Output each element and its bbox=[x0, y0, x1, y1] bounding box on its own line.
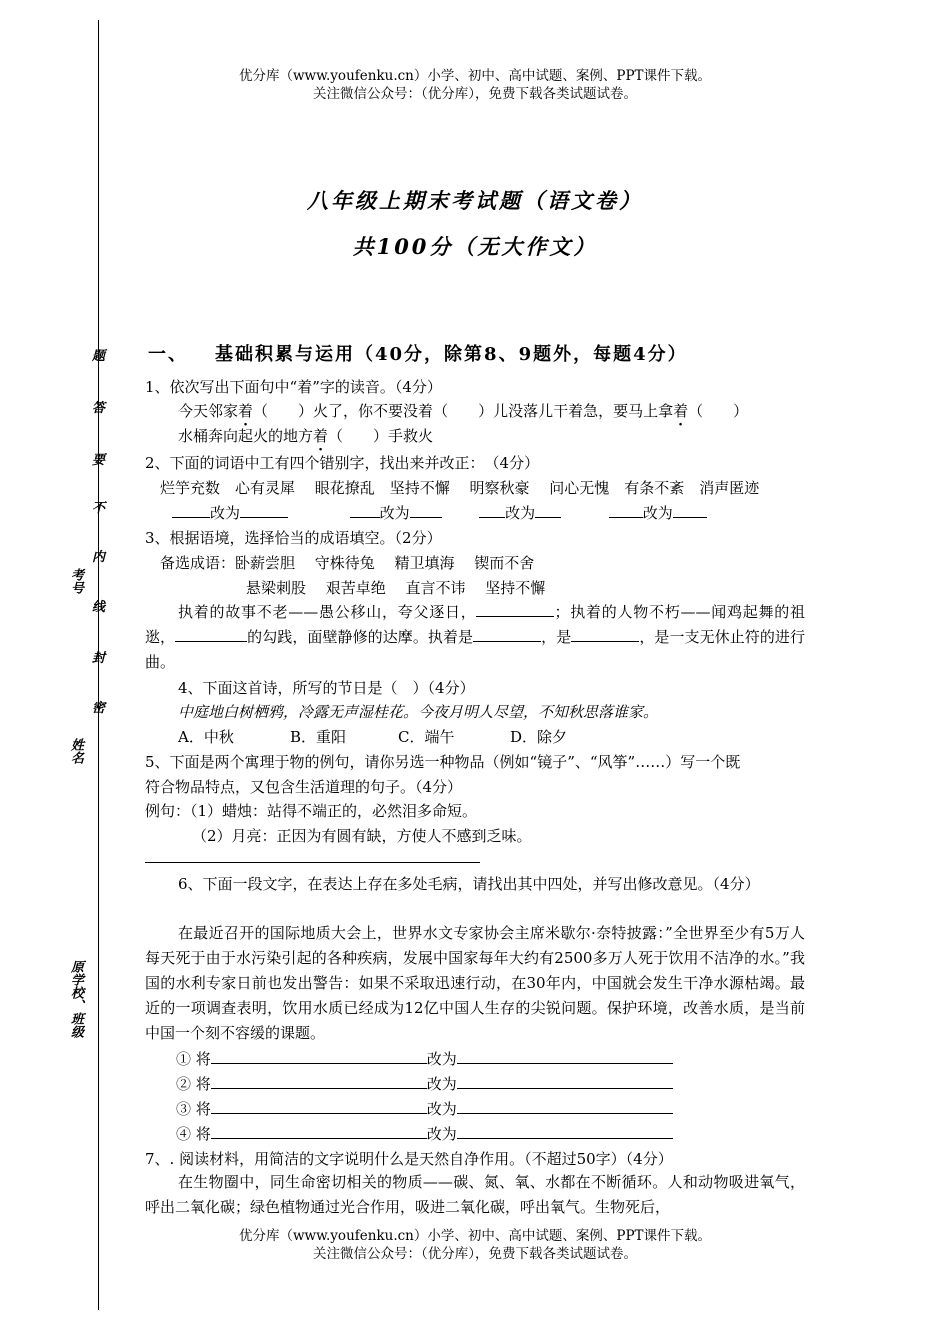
q7-passage: 在生物圈中，同生命密切相关的物质——碳、氮、氧、水都在不断循环。人和动物吸进氧气，呼出二氧化碳；绿色植物通过光合作用，吸进二氧化碳，呼出氧气。生物死后， bbox=[145, 1173, 805, 1216]
q6-item-1: ① 将 改为 bbox=[176, 1048, 673, 1069]
q3-stem: 3、根据语境，选择恰当的成语填空。（2分） bbox=[145, 529, 442, 547]
answer-blank[interactable] bbox=[571, 628, 639, 642]
xingming-label: 姓名 bbox=[68, 738, 83, 764]
q4-option-d: D．除夕 bbox=[510, 728, 568, 746]
q4-option-a: A．中秋 bbox=[178, 728, 234, 746]
header-line-1: 优分库（www.youfenku.cn）小学、初中、高中试题、案例、PPT课件下载。 bbox=[238, 68, 712, 84]
q3-passage: 执着的故事不老——愚公移山，夸父逐日， ；执着的人物不朽——闻鸡起舞的祖逖， 的勾践，面壁静修的达摩。执着是 ，是 ，是一支无休止符的进行曲。 bbox=[145, 603, 805, 671]
binding-char-7: 封 bbox=[92, 651, 106, 666]
binding-char-3: 要 bbox=[92, 453, 106, 468]
q6-item-2: ② 将 改为 bbox=[176, 1073, 673, 1094]
section-1-number: 一、 bbox=[148, 344, 188, 365]
answer-blank[interactable] bbox=[457, 1075, 673, 1089]
q5-answer-line[interactable] bbox=[145, 862, 480, 863]
answer-blank[interactable] bbox=[211, 1050, 427, 1064]
q2-words: 烂竽充数 心有灵犀 眼花撩乱 坚持不懈 明察秋豪 问心无愧 有条不紊 消声匿迹 bbox=[160, 479, 760, 497]
q5-stem-1: 5、下面是两个寓理于物的例句，请你另选一种物品（例如“镜子”、“风筝”……）写一个既 bbox=[145, 753, 741, 771]
q4-poem: 中庭地白树栖鸦，冷露无声湿桂花。今夜月明人尽望，不知秋思落谁家。 bbox=[178, 703, 659, 721]
q6-item-4: ④ 将 改为 bbox=[176, 1123, 673, 1144]
answer-blank[interactable] bbox=[609, 504, 643, 518]
answer-blank[interactable] bbox=[479, 504, 505, 518]
answer-blank[interactable] bbox=[211, 1100, 427, 1114]
page-subtitle: 共100分（无大作文） bbox=[352, 234, 598, 259]
q5-example-2: （2）月亮：正因为有圆有缺，方使人不感到乏味。 bbox=[192, 827, 532, 845]
binding-char-8: 密 bbox=[92, 701, 106, 716]
header-line-2: 关注微信公众号：（优分库），免费下载各类试题试卷。 bbox=[313, 86, 637, 102]
binding-char-4: 不 bbox=[92, 501, 106, 516]
binding-char-6: 线 bbox=[92, 600, 106, 615]
q7-stem: 7、. 阅读材料，用简洁的文字说明什么是天然自净作用。（不超过50字）（4分） bbox=[145, 1150, 673, 1168]
answer-blank[interactable] bbox=[410, 504, 442, 518]
answer-blank[interactable] bbox=[473, 628, 541, 642]
q6-stem: 6、下面一段文字，在表达上存在多处毛病，请找出其中四处，并写出修改意见。（4分） bbox=[178, 875, 760, 893]
kaohao-label: 考号 bbox=[68, 568, 83, 594]
answer-blank[interactable] bbox=[350, 504, 380, 518]
q1-line-1: 今天邻家着（ ）火了，你不要没着（ ）儿没落儿干着急，要马上拿着（ ） bbox=[178, 402, 749, 420]
q1-line-2: 水桶奔向起火的地方着（ ）手救火 bbox=[178, 427, 434, 445]
answer-blank[interactable] bbox=[457, 1050, 673, 1064]
q5-stem-2: 符合物品特点，又包含生活道理的句子。（4分） bbox=[145, 778, 463, 796]
q1-stem: 1、依次写出下面句中“着”字的读音。（4分） bbox=[145, 378, 442, 396]
q5-example-1: 例句：（1）蜡烛：站得不端正的，必然泪多命短。 bbox=[145, 802, 478, 820]
footer-line-2: 关注微信公众号：（优分库），免费下载各类试题试卷。 bbox=[313, 1246, 637, 1262]
answer-blank[interactable] bbox=[535, 504, 561, 518]
answer-blank[interactable] bbox=[211, 1075, 427, 1089]
answer-blank[interactable] bbox=[476, 603, 554, 617]
answer-blank[interactable] bbox=[240, 504, 288, 518]
q6-passage: 在最近召开的国际地质大会上，世界水文专家协会主席米歇尔·奈特披露：”全世界至少有5万人每天死于由于水污染引起的各种疾病，发展中国家每年大约有2500多万人死于饮用不洁净的水。”我国的水利专家日前也发出警告：如果不采取迅速行动，在30年内，中国就会发生干净水源枯竭。最近的一项调查表明，饮用水质已经成为12亿中国人生存的尖锐问题。保护环境，改善水质，是当前中国一个刻不容缓的课题。 bbox=[145, 924, 805, 1042]
answer-blank[interactable] bbox=[211, 1125, 427, 1139]
binding-char-1: 题 bbox=[92, 349, 106, 364]
answer-blank[interactable] bbox=[172, 504, 210, 518]
answer-blank[interactable] bbox=[457, 1125, 673, 1139]
q3-options-2: 悬梁刺股 艰苦卓绝 直言不讳 坚持不懈 bbox=[246, 579, 546, 597]
section-1-title: 基础积累与运用（40分，除第8、9题外，每题4分） bbox=[215, 344, 688, 365]
answer-blank[interactable] bbox=[457, 1100, 673, 1114]
footer-line-1: 优分库（www.youfenku.cn）小学、初中、高中试题、案例、PPT课件下载。 bbox=[238, 1228, 712, 1244]
answer-blank[interactable] bbox=[673, 504, 707, 518]
q6-item-3: ③ 将 改为 bbox=[176, 1098, 673, 1119]
page-title: 八年级上期末考试题（语文卷） bbox=[307, 188, 643, 213]
binding-char-2: 答 bbox=[92, 401, 106, 416]
answer-blank[interactable] bbox=[175, 628, 247, 642]
binding-char-5: 内 bbox=[92, 550, 106, 565]
q4-option-b: B．重阳 bbox=[290, 728, 347, 746]
school-class-label: 原学校、班级 bbox=[68, 960, 83, 1038]
q3-options-1: 备选成语：卧薪尝胆 守株待兔 精卫填海 锲而不舍 bbox=[160, 554, 535, 572]
q2-answer-row: 改为 改为 改为 改为 bbox=[172, 502, 707, 523]
q4-stem: 4、下面这首诗，所写的节日是（ ）（4分） bbox=[178, 679, 475, 697]
q2-stem: 2、下面的词语中工有四个错别字，找出来并改正： （4分） bbox=[145, 454, 540, 472]
q4-option-c: C．端午 bbox=[398, 728, 455, 746]
